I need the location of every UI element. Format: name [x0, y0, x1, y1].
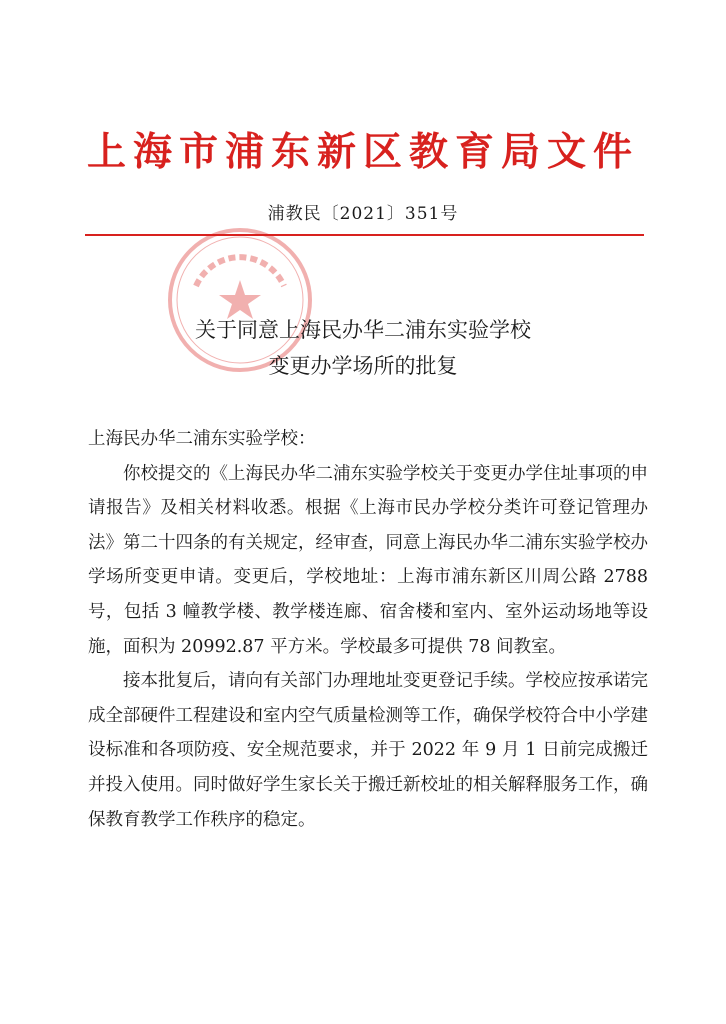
body-paragraph-2: 接本批复后，请向有关部门办理地址变更登记手续。学校应按承诺完成全部硬件工程建设和室内空气质量检测等工作，确保学校符合中小学建设标准和各项防疫、安全规范要求，并于 2022 年 9 月 1 日前完成搬迁并投入使用。同时做好学生家长关于搬迁新校址的相关解释服务工作，确保教育教学工作秩序的稳定。: [88, 671, 648, 830]
document-subject: [0, 312, 726, 384]
document-number: 浦教民〔2021〕351号: [267, 204, 459, 224]
salutation: 上海民办华二浦东实验学校：: [88, 429, 316, 449]
document-body: [88, 422, 648, 837]
document-header-title: 上海市浦东新区教育局文件: [86, 129, 639, 175]
subject-line-2: 变更办学场所的批复: [268, 354, 458, 378]
body-paragraph-1: 你校提交的《上海民办华二浦东实验学校关于变更办学住址事项的申请报告》及相关材料收悉。根据《上海市民办学校分类许可登记管理办法》第二十四条的有关规定，经审查，同意上海民办华二浦东实验学校办学场所变更申请。变更后，学校地址：上海市浦东新区川周公路 2788 号，包括 3 幢教学楼、教学楼连廊、宿舍楼和室内、室外运动场地等设施，面积为 20992.87 平方米。学校最多可提供 78 间教室。: [88, 463, 648, 657]
subject-line-1: 关于同意上海民办华二浦东实验学校: [195, 318, 531, 342]
